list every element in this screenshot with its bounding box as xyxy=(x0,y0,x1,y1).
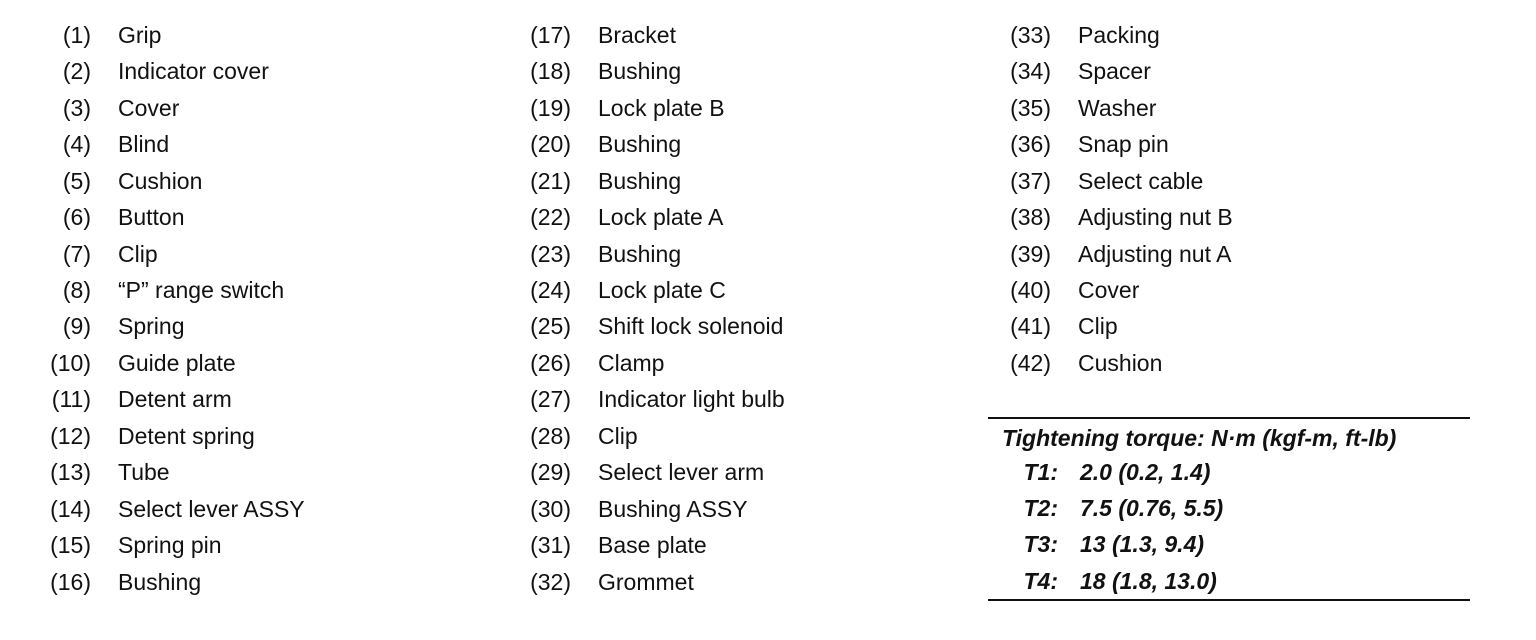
part-name: Lock plate B xyxy=(598,94,725,121)
part-name: Base plate xyxy=(598,532,707,559)
part-list-item xyxy=(1005,199,1233,235)
part-list-item xyxy=(1005,53,1233,89)
part-number: (18) xyxy=(530,58,571,85)
parts-list-column-2 xyxy=(525,17,785,601)
part-list-item xyxy=(525,455,785,491)
part-name: Snap pin xyxy=(1078,131,1169,158)
part-name: Bushing ASSY xyxy=(598,495,748,522)
part-list-item xyxy=(525,345,785,381)
part-list-item xyxy=(45,418,305,454)
torque-label: T4: xyxy=(1023,567,1058,594)
part-list-item xyxy=(525,90,785,126)
part-number: (38) xyxy=(1010,204,1051,231)
part-name: Bushing xyxy=(598,131,682,158)
part-number: (2) xyxy=(62,58,91,85)
part-number: (24) xyxy=(530,277,571,304)
part-number: (30) xyxy=(530,495,571,522)
part-name: Adjusting nut B xyxy=(1078,204,1233,231)
part-number: (29) xyxy=(530,459,571,486)
part-list-item xyxy=(525,309,785,345)
part-name: “P” range switch xyxy=(118,277,285,304)
part-list-item xyxy=(525,53,785,89)
part-list-item xyxy=(45,163,305,199)
part-number: (40) xyxy=(1010,277,1051,304)
part-name: Select lever ASSY xyxy=(118,495,305,522)
part-number: (16) xyxy=(50,568,91,595)
part-number: (37) xyxy=(1010,167,1051,194)
torque-label: T3: xyxy=(1023,530,1058,557)
part-number: (20) xyxy=(530,131,571,158)
part-name: Washer xyxy=(1078,94,1157,121)
part-number: (19) xyxy=(530,94,571,121)
part-name: Spring xyxy=(118,313,185,340)
part-number: (27) xyxy=(530,386,571,413)
part-number: (3) xyxy=(62,94,91,121)
part-list-item xyxy=(45,126,305,162)
part-list-item xyxy=(525,126,785,162)
part-name: Cover xyxy=(1078,277,1140,304)
part-number: (21) xyxy=(530,167,571,194)
part-number: (23) xyxy=(530,240,571,267)
torque-row xyxy=(988,529,1204,559)
part-name: Bushing xyxy=(598,167,682,194)
part-number: (4) xyxy=(62,131,91,158)
part-name: Bushing xyxy=(118,568,202,595)
part-name: Bracket xyxy=(598,21,676,48)
part-list-item xyxy=(525,382,785,418)
part-number: (33) xyxy=(1010,21,1051,48)
part-name: Clip xyxy=(598,422,638,449)
part-list-item xyxy=(1005,90,1233,126)
part-name: Clip xyxy=(118,240,158,267)
part-name: Cushion xyxy=(118,167,203,194)
torque-value: 13 (1.3, 9.4) xyxy=(1080,530,1205,557)
part-name: Button xyxy=(118,204,185,231)
part-number: (36) xyxy=(1010,131,1051,158)
part-name: Select lever arm xyxy=(598,459,765,486)
part-list-item xyxy=(525,528,785,564)
part-name: Spring pin xyxy=(118,532,222,559)
torque-row xyxy=(988,493,1223,523)
part-number: (28) xyxy=(530,422,571,449)
part-list-item xyxy=(45,382,305,418)
torque-table-title: Tightening torque: N·m (kgf-m, ft-lb) xyxy=(1002,425,1397,451)
part-list-item xyxy=(1005,17,1233,53)
part-number: (17) xyxy=(530,21,571,48)
part-name: Select cable xyxy=(1078,167,1204,194)
part-name: Detent spring xyxy=(118,422,255,449)
part-list-item xyxy=(45,309,305,345)
part-list-item xyxy=(45,90,305,126)
part-list-item xyxy=(45,455,305,491)
part-number: (15) xyxy=(50,532,91,559)
part-list-item xyxy=(1005,236,1233,272)
part-number: (41) xyxy=(1010,313,1051,340)
part-list-item xyxy=(525,491,785,527)
part-number: (42) xyxy=(1010,349,1051,376)
part-name: Adjusting nut A xyxy=(1078,240,1232,267)
part-number: (34) xyxy=(1010,58,1051,85)
part-list-item xyxy=(45,528,305,564)
part-list-item xyxy=(45,199,305,235)
part-name: Shift lock solenoid xyxy=(598,313,784,340)
part-name: Packing xyxy=(1078,21,1160,48)
part-list-item xyxy=(45,53,305,89)
part-list-item xyxy=(525,199,785,235)
part-list-item xyxy=(1005,272,1233,308)
part-list-item xyxy=(1005,126,1233,162)
part-number: (39) xyxy=(1010,240,1051,267)
part-list-item xyxy=(525,564,785,600)
part-list-item xyxy=(45,272,305,308)
torque-row xyxy=(988,457,1210,487)
part-number: (14) xyxy=(50,495,91,522)
part-number: (10) xyxy=(50,349,91,376)
part-number: (8) xyxy=(62,277,91,304)
parts-list-column-1 xyxy=(45,17,305,601)
part-name: Spacer xyxy=(1078,58,1151,85)
part-name: Cushion xyxy=(1078,349,1163,376)
part-name: Grommet xyxy=(598,568,694,595)
part-number: (22) xyxy=(530,204,571,231)
torque-value: 2.0 (0.2, 1.4) xyxy=(1080,458,1211,485)
part-number: (9) xyxy=(62,313,91,340)
part-number: (11) xyxy=(51,386,91,413)
parts-list-column-3 xyxy=(1005,17,1233,382)
part-list-item xyxy=(525,272,785,308)
part-list-item xyxy=(1005,345,1233,381)
part-number: (7) xyxy=(62,240,91,267)
part-list-item xyxy=(45,236,305,272)
part-name: Tube xyxy=(118,459,170,486)
part-list-item xyxy=(525,418,785,454)
part-list-item xyxy=(45,345,305,381)
part-name: Lock plate A xyxy=(598,204,724,231)
part-number: (25) xyxy=(530,313,571,340)
part-number: (32) xyxy=(530,568,571,595)
part-number: (35) xyxy=(1010,94,1051,121)
part-number: (1) xyxy=(62,21,91,48)
part-list-item xyxy=(45,491,305,527)
tightening-torque-table xyxy=(988,417,1470,601)
torque-label: T1: xyxy=(1023,458,1058,485)
part-list-item xyxy=(1005,309,1233,345)
part-name: Cover xyxy=(118,94,180,121)
part-name: Clamp xyxy=(598,349,665,376)
part-number: (12) xyxy=(50,422,91,449)
part-number: (6) xyxy=(62,204,91,231)
part-number: (26) xyxy=(530,349,571,376)
part-name: Guide plate xyxy=(118,349,236,376)
part-number: (13) xyxy=(50,459,91,486)
part-name: Blind xyxy=(118,131,170,158)
torque-value: 18 (1.8, 13.0) xyxy=(1080,567,1217,594)
part-name: Bushing xyxy=(598,58,682,85)
part-name: Clip xyxy=(1078,313,1118,340)
part-list-item xyxy=(45,564,305,600)
part-name: Lock plate C xyxy=(598,277,726,304)
part-name: Grip xyxy=(118,21,162,48)
torque-label: T2: xyxy=(1023,494,1058,521)
part-name: Detent arm xyxy=(118,386,232,413)
part-list-item xyxy=(525,163,785,199)
part-name: Indicator light bulb xyxy=(598,386,785,413)
part-name: Indicator cover xyxy=(118,58,269,85)
part-name: Bushing xyxy=(598,240,682,267)
torque-value: 7.5 (0.76, 5.5) xyxy=(1080,494,1224,521)
part-list-item xyxy=(45,17,305,53)
part-list-item xyxy=(1005,163,1233,199)
part-number: (31) xyxy=(530,532,571,559)
part-list-item xyxy=(525,236,785,272)
part-list-item xyxy=(525,17,785,53)
part-number: (5) xyxy=(62,167,91,194)
torque-row xyxy=(988,566,1217,596)
